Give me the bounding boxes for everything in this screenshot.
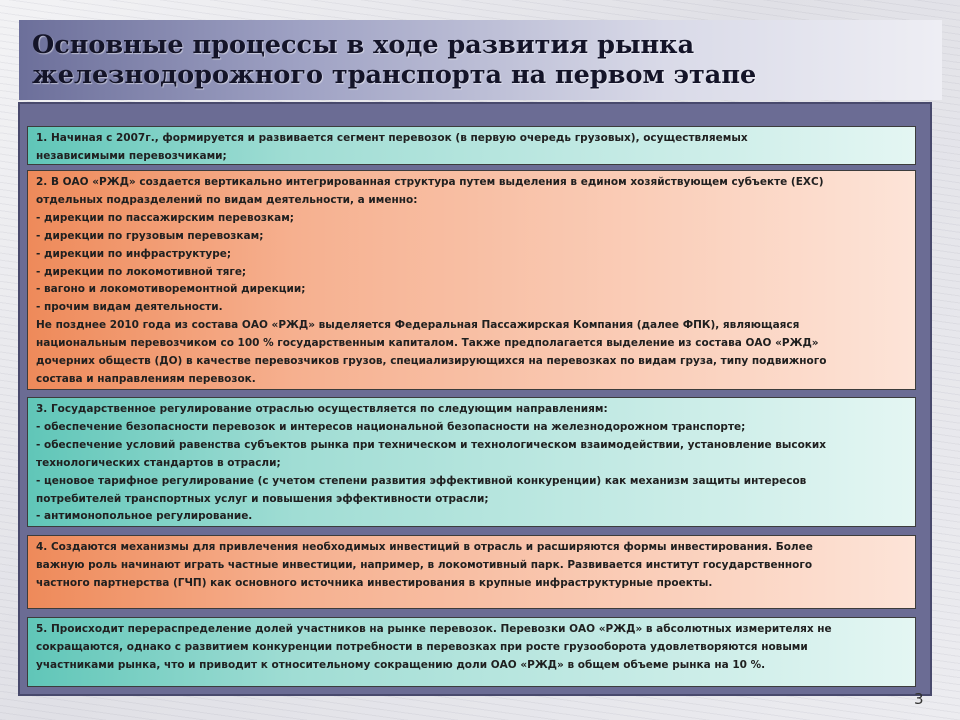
block-line: технологических стандартов в отрасли;	[36, 456, 281, 469]
block-line: Не позднее 2010 года из состава ОАО «РЖД» выделяется Федеральная Пассажирская Компания (далее ФПК), являющаяся	[36, 319, 800, 332]
block-line: 3. Государственное регулирование отраслью осуществляется по следующим направлениям:	[36, 403, 608, 415]
block-line: 1. Начиная с 2007г., формируется и развивается сегмент перевозок (в первую очередь грузовых), осуществляемых	[36, 132, 748, 144]
block-line: - обеспечение безопасности перевозок и интересов национальной безопасности на железнодорожном транспорте;	[36, 420, 746, 433]
block-line: потребителей транспортных услуг и повышения эффективности отрасли;	[36, 492, 489, 505]
block-line: - ценовое тарифное регулирование (с учетом степени развития эффективной конкуренции) как механизм защиты интересов	[36, 474, 807, 487]
title-line-1: Основные процессы в ходе развития рынка	[32, 30, 695, 60]
title-line-2: железнодорожного транспорта на первом этапе	[32, 60, 757, 90]
block-line: - дирекции по грузовым перевозкам;	[36, 229, 264, 242]
block-line: независимыми перевозчиками;	[36, 149, 227, 162]
process-block-4	[27, 535, 916, 609]
block-line: - вагоно и локомотиворемонтной дирекции;	[36, 283, 306, 296]
block-line: - антимонопольное регулирование.	[36, 510, 253, 523]
block-line: дочерних обществ (ДО) в качестве перевозчиков грузов, специализирующихся на перевозках по видам груза, типу подвижного	[36, 355, 827, 368]
process-block-2	[27, 170, 916, 390]
process-block-5	[27, 617, 916, 687]
block-line: участниками рынка, что и приводит к относительному сокращению доли ОАО «РЖД» в общем объеме рынка на 10 %.	[36, 658, 766, 671]
block-line: важную роль начинают играть частные инвестиции, например, в локомотивный парк. Развивается институт государственного	[36, 558, 813, 571]
block-line: - дирекции по инфраструктуре;	[36, 247, 232, 260]
page-title	[32, 30, 932, 90]
block-line: состава и направлениям перевозок.	[36, 372, 256, 385]
block-line: отдельных подразделений по видам деятельности, а именно:	[36, 193, 418, 206]
block-line: 2. В ОАО «РЖД» создается вертикально интегрированная структура путем выделения в едином хозяйствующем субъекте (ЕХС)	[36, 176, 824, 188]
block-line: сокращаются, однако с развитием конкуренции потребности в перевозках при росте грузооборота удовлетворяются новыми	[36, 640, 808, 653]
block-line: - прочим видам деятельности.	[36, 301, 223, 314]
process-block-3	[27, 397, 916, 527]
block-line: национальным перевозчиком со 100 % государственным капиталом. Также предполагается выделение из состава ОАО «РЖД»	[36, 337, 819, 350]
block-line: 4. Создаются механизмы для привлечения необходимых инвестиций в отрасль и расширяются формы инвестирования. Более	[36, 541, 813, 553]
page-number: 3	[914, 690, 924, 708]
block-line: - дирекции по пассажирским перевозкам;	[36, 211, 294, 224]
process-block-1	[27, 126, 916, 165]
block-line: - дирекции по локомотивной тяге;	[36, 265, 247, 278]
block-line: - обеспечение условий равенства субъектов рынка при техническом и технологическом взаимодействии, установление высоких	[36, 438, 827, 451]
block-line: частного партнерства (ГЧП) как основного источника инвестирования в крупные инфраструктурные проекты.	[36, 576, 713, 589]
block-line: 5. Происходит перераспределение долей участников на рынке перевозок. Перевозки ОАО «РЖД» в абсолютных измерителях не	[36, 623, 832, 635]
